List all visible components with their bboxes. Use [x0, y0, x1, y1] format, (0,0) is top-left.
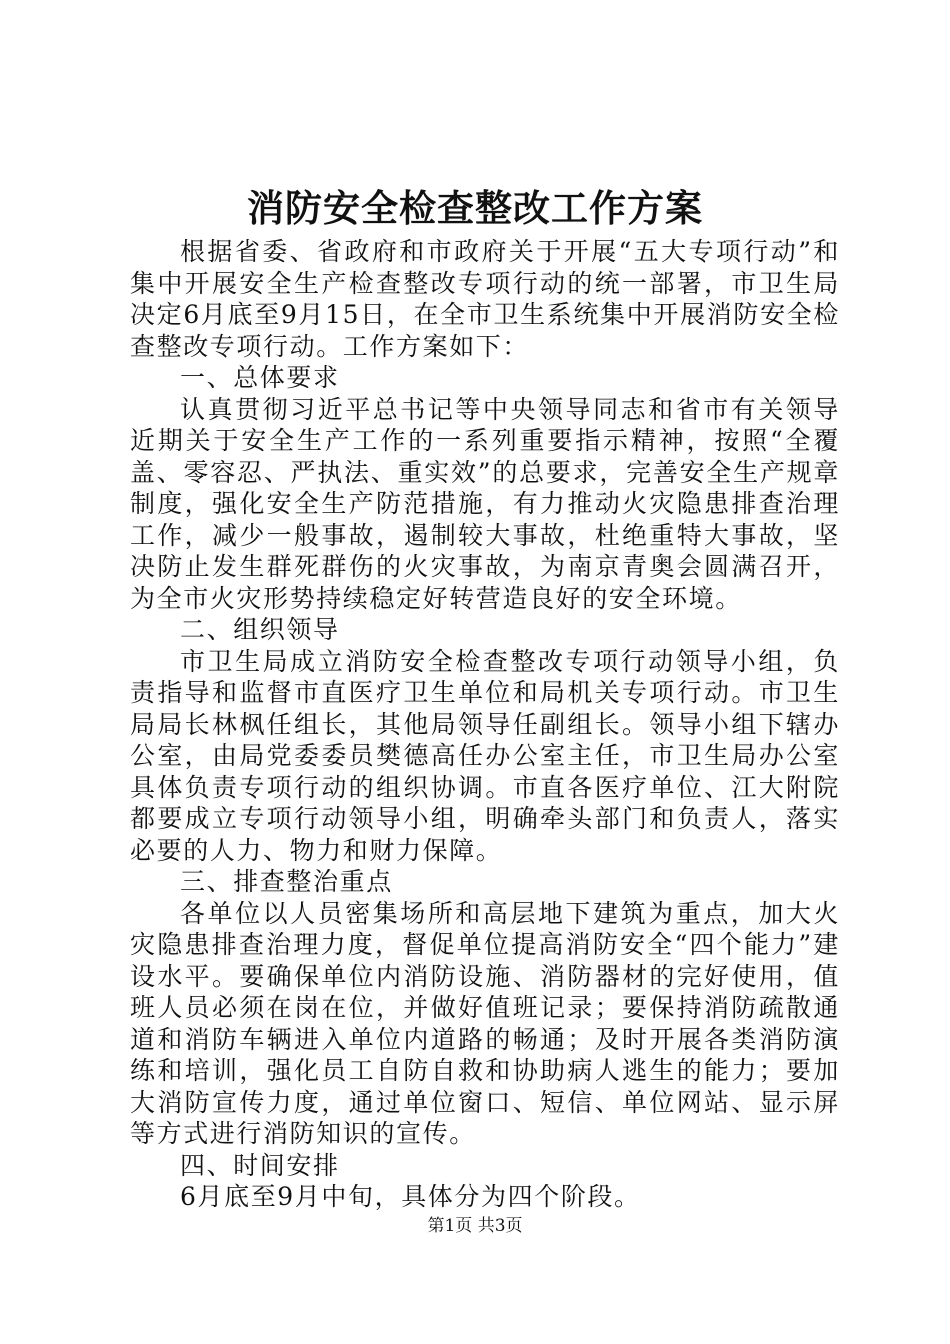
paragraph-general-requirements: 认真贯彻习近平总书记等中央领导同志和省市有关领导近期关于安全生产工作的一系列重要指示精神，按照“全覆盖、零容忍、严执法、重实效”的总要求，完善安全生产规章制度，强化安全生产防范措施，有力推动火灾隐患排查治理工作，减少一般事故，遏制较大事故，杜绝重特大事故，坚决防止发生群死群伤的火灾事故，为南京青奥会圆满召开，为全市火灾形势持续稳定好转营造良好的安全环境。: [130, 394, 840, 613]
section-heading-organization: 二、组织领导: [180, 615, 340, 644]
section-heading-general-requirements: 一、总体要求: [180, 363, 340, 392]
document-body: [130, 236, 840, 1213]
section-heading-schedule: 四、时间安排: [180, 1150, 340, 1180]
page-number-footer: 第1页 共3页: [427, 1216, 523, 1236]
paragraph-organization: 市卫生局成立消防安全检查整改专项行动领导小组，负责指导和监督市直医疗卫生单位和局机关专项行动。市卫生局局长林枫任组长，其他局领导任副组长。领导小组下辖办公室，由局党委委员樊德高任办公室主任，市卫生局办公室具体负责专项行动的组织协调。市直各医疗单位、江大附院都要成立专项行动领导小组，明确牵头部门和负责人，落实必要的人力、物力和财力保障。: [130, 646, 840, 865]
document-title: 消防安全检查整改工作方案: [247, 186, 703, 230]
paragraph-schedule: 6月底至9月中旬，具体分为四个阶段。: [180, 1182, 641, 1211]
paragraph-intro: 根据省委、省政府和市政府关于开展“五大专项行动”和集中开展安全生产检查整改专项行动的统一部署，市卫生局决定6月底至9月15日，在全市卫生系统集中开展消防安全检查整改专项行动。工作方案如下：: [130, 237, 840, 361]
section-heading-inspection-focus: 三、排查整治重点: [180, 867, 393, 896]
paragraph-inspection-focus: 各单位以人员密集场所和高层地下建筑为重点，加大火灾隐患排查治理力度，督促单位提高消防安全“四个能力”建设水平。要确保单位内消防设施、消防器材的完好使用，值班人员必须在岗在位，并做好值班记录；要保持消防疏散通道和消防车辆进入单位内道路的畅通；及时开展各类消防演练和培训，强化员工自防自救和协助病人逃生的能力；要加大消防宣传力度，通过单位窗口、短信、单位网站、显示屏等方式进行消防知识的宣传。: [130, 898, 840, 1148]
